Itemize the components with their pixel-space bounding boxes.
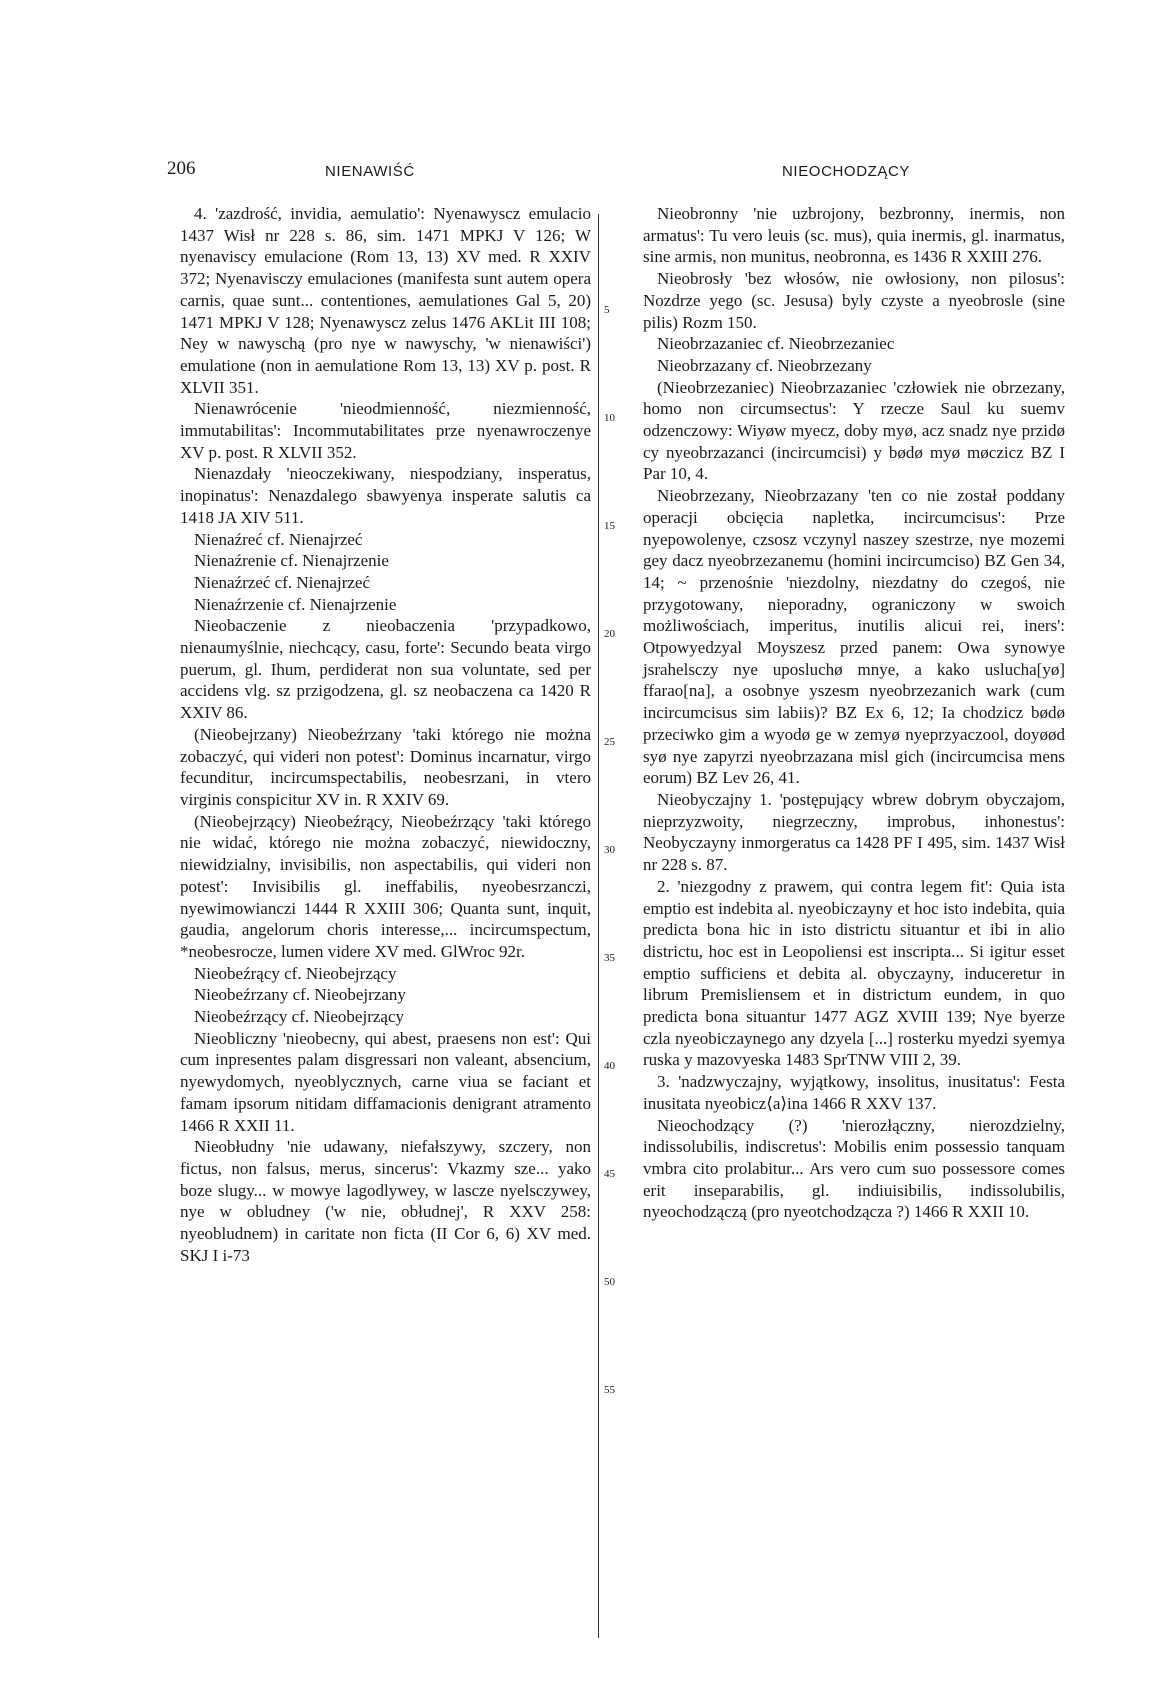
entry-paragraph: Nieobrzazany cf. Nieobrzezany xyxy=(657,355,872,375)
entry-paragraph: (Nieobejrzany) Nieobeźrzany 'taki którego nie można zobaczyć, qui videri non potest': Dominus incarnatur, virgo fecunditur, incircumspectabilis, neobesrzani, in vtero virginis conspicitur XV in. R XXIV 69. xyxy=(180,724,591,809)
entry-paragraph: Nieobeźrzący cf. Nieobejrzący xyxy=(194,1007,405,1027)
entry-paragraph: 3. 'nadzwyczajny, wyjątkowy, insolitus, inusitatus': Festa inusitata nyeobicz⟨a⟩ina 1466 R XXV 137. xyxy=(643,1072,1065,1113)
entry-paragraph: Nieobyczajny 1. 'postępujący wbrew dobrym obyczajom, nieprzyzwoity, niegrzeczny, improbus, inhonestus': Neobyczayny inmorgeratus ca 1428 PF I 495, sim. 1437 Wisł nr 228 s. 87. xyxy=(643,789,1065,875)
line-number: 40 xyxy=(604,1060,615,1072)
entry-paragraph: Nieobłudny 'nie udawany, niefałszywy, szczery, non fictus, non falsus, merus, sincerus': Vkazmy sze... yako boze slugy... w mowye lagodlywey, w lascze nyelsczywey, nye w obludney ('w nie, obłudnej', R XXV 258: nyeobludnem) in caritate non ficta (II Cor 6, 6) XV med. SKJ I i-73 xyxy=(180,1137,591,1265)
entry-paragraph: Nieobliczny 'nieobecny, qui abest, praesens non est': Qui cum inpresentes palam disgressari non valeant, absencium, nyewydomych, nyeoblycznych, carne viua se faciant et famam ipsorum nitidam diffamacionis denigrant atramento 1466 R XXII 11. xyxy=(180,1028,591,1135)
line-number: 35 xyxy=(604,952,615,964)
line-number: 55 xyxy=(604,1384,615,1396)
entry-paragraph: Nieobrzezany, Nieobrzazany 'ten co nie został poddany operacji obcięcia napletka, incircumcisus': Prze nyepowolenye, czsosz vczynyl naszey szestrze, nye mozemi gey dacz nyeobrzezanemu (homini incircumciso) BZ Gen 34, 14; ~ przenośnie 'niezdolny, niezdatny do czegoś, nie przygotowany, nieporadny, ograniczony w swoich możliwościach, imperitus, inutilis alicui rei, iners': Otpowyedzyal Moyszesz przed panem: Owa synowye jsrahelsczy nye uposluchø mnye, a kako uslucha[yø] ffarao[na], a osobnye yszesm nyeobrzezanich wark (cum incircumcisus sim labiis)? BZ Ex 6, 12; Ia chodzicz bødø przeciwko gim a wyodø ge w zemyø nyeprzyaczool, doyøød syø nye zapyrzi nyeobrzazana misl gich (incircumcisa mens eorum) BZ Lev 26, 41. xyxy=(643,486,1065,788)
entry-paragraph: (Nieobejrzący) Nieobeźrący, Nieobeźrzący 'taki którego nie widać, którego nie można zobaczyć, niewidoczny, niewidzialny, invisibilis, non aspectabilis, qui videri non potest': Invisibilis gl. ineffabilis, nyeobesrzanczi, nyewimowianczi 1444 R XXIII 306; Quanta sunt, inquit, gaudia, angelorum choris interesse,... incircumspectum, *neobesrocze, lumen videre XV med. GlWroc 92r. xyxy=(180,811,591,961)
entry-paragraph: Nieobaczenie z nieobaczenia 'przypadkowo, nienaumyślnie, niechcący, casu, forte': Secundo beata virgo puerum, gl. Ihum, perdiderat non sua voluntate, sed per accidens vlg. sz przigodzena, gl. sz neobaczena ca 1420 R XXIV 86. xyxy=(180,616,591,723)
line-number: 20 xyxy=(604,628,615,640)
running-head-right: NIEOCHODZĄCY xyxy=(782,163,911,180)
column-divider xyxy=(598,214,599,1638)
left-column xyxy=(180,203,591,1266)
line-number: 5 xyxy=(604,304,610,316)
entry-paragraph: 4. 'zazdrość, invidia, aemulatio': Nyenawyscz emulacio 1437 Wisł nr 228 s. 86, sim. 1471 MPKJ V 126; W nyenaviscy emulacione (Rom 13, 13) XV med. R XXIV 372; Nyenavisczy emulaciones (manifesta sunt autem opera carnis, quae sunt... contentiones, aemulationes Gal 5, 20) 1471 MPKJ V 128; Nyenawyscz zelus 1476 AKLit III 108; Ney w nawyschą (pro nye w nawyschy, 'w nienawiści') emulatione (non in aemulatione Rom 13, 13) XV p. post. R XLVII 351. xyxy=(180,204,591,397)
entry-paragraph: Nieobeźrzany cf. Nieobejrzany xyxy=(194,985,406,1005)
entry-paragraph: (Nieobrzezaniec) Nieobrzazaniec 'człowiek nie obrzezany, homo non circumsectus': Y rzecze Saul ku suemv odzenczowy: Wiyøw myecz, doby myø, acz snadz nye przidø cy nyeobrzazanci (incircumcisi) y bødø myø møczicz BZ I Par 10, 4. xyxy=(643,377,1065,484)
line-number: 15 xyxy=(604,520,615,532)
entry-paragraph: Nieochodzący (?) 'nierozłączny, nierozdzielny, indissolubilis, indiscretus': Mobilis enim possessio tanquam vmbra cito prolabitur... Ars vero cum suo possessore comes erit inseparabilis, gl. indiuisibilis, indissolubilis, nyeochodzączą (pro nyeotchodzącza ?) 1466 R XXII 10. xyxy=(643,1115,1065,1222)
entry-paragraph: Nieobrzazaniec cf. Nieobrzezaniec xyxy=(657,334,895,354)
line-number: 25 xyxy=(604,736,615,748)
line-number: 10 xyxy=(604,412,615,424)
line-number: 45 xyxy=(604,1168,615,1180)
entry-paragraph: Nienaźrzenie cf. Nienajrzenie xyxy=(194,594,397,614)
line-number: 50 xyxy=(604,1276,615,1288)
entry-paragraph: Nienaźrzeć cf. Nienajrzeć xyxy=(194,572,371,592)
entry-paragraph: Nieobrosły 'bez włosów, nie owłosiony, non pilosus': Nozdrze yego (sc. Jesusa) byly czyste a nyeobrosle (sine pilis) Rozm 150. xyxy=(643,269,1065,332)
entry-paragraph: Nienawrócenie 'nieodmienność, niezmienność, immutabilitas': Incommutabilitates prze nyenawroczenye XV p. post. R XLVII 352. xyxy=(180,399,591,462)
entry-paragraph: Nienaźrenie cf. Nienajrzenie xyxy=(194,551,389,571)
entry-paragraph: 2. 'niezgodny z prawem, qui contra legem fit': Quia ista emptio est indebita al. nyeobiczayny et hoc isto indebita, quia predicta bona hic in isto districtu situantur et ibi in alio districtu, hoc est in Leopoliensi est inscripta... Si igitur esset emptio sufficiens et debita al. obyczayny, induceretur in librum Premisliensem et in districtum eundem, in quo predicta bona situantur 1477 AGZ XVIII 139; Nye byerze czla nyeobiczaynego any dzyela [...] rosterku myedzi syemya ruska y mazovyeska 1483 SprTNW VIII 2, 39. xyxy=(643,876,1065,1070)
entry-paragraph: Nieobronny 'nie uzbrojony, bezbronny, inermis, non armatus': Tu vero leuis (sc. mus), quia inermis, gl. inarmatus, sine armis, non munitus, neobronna, es 1436 R XXIII 276. xyxy=(643,204,1065,267)
entry-paragraph: Nienazdały 'nieoczekiwany, niespodziany, insperatus, inopinatus': Nenazdalego sbawyenya insperate salutis ca 1418 JA XIV 511. xyxy=(180,464,591,527)
page-number: 206 xyxy=(167,158,196,179)
right-column xyxy=(643,203,1065,1223)
line-number: 30 xyxy=(604,844,615,856)
running-head-left: NIENAWIŚĆ xyxy=(325,163,415,180)
entry-paragraph: Nieobeźrący cf. Nieobejrzący xyxy=(194,963,397,983)
entry-paragraph: Nienaźreć cf. Nienajrzeć xyxy=(194,529,363,549)
